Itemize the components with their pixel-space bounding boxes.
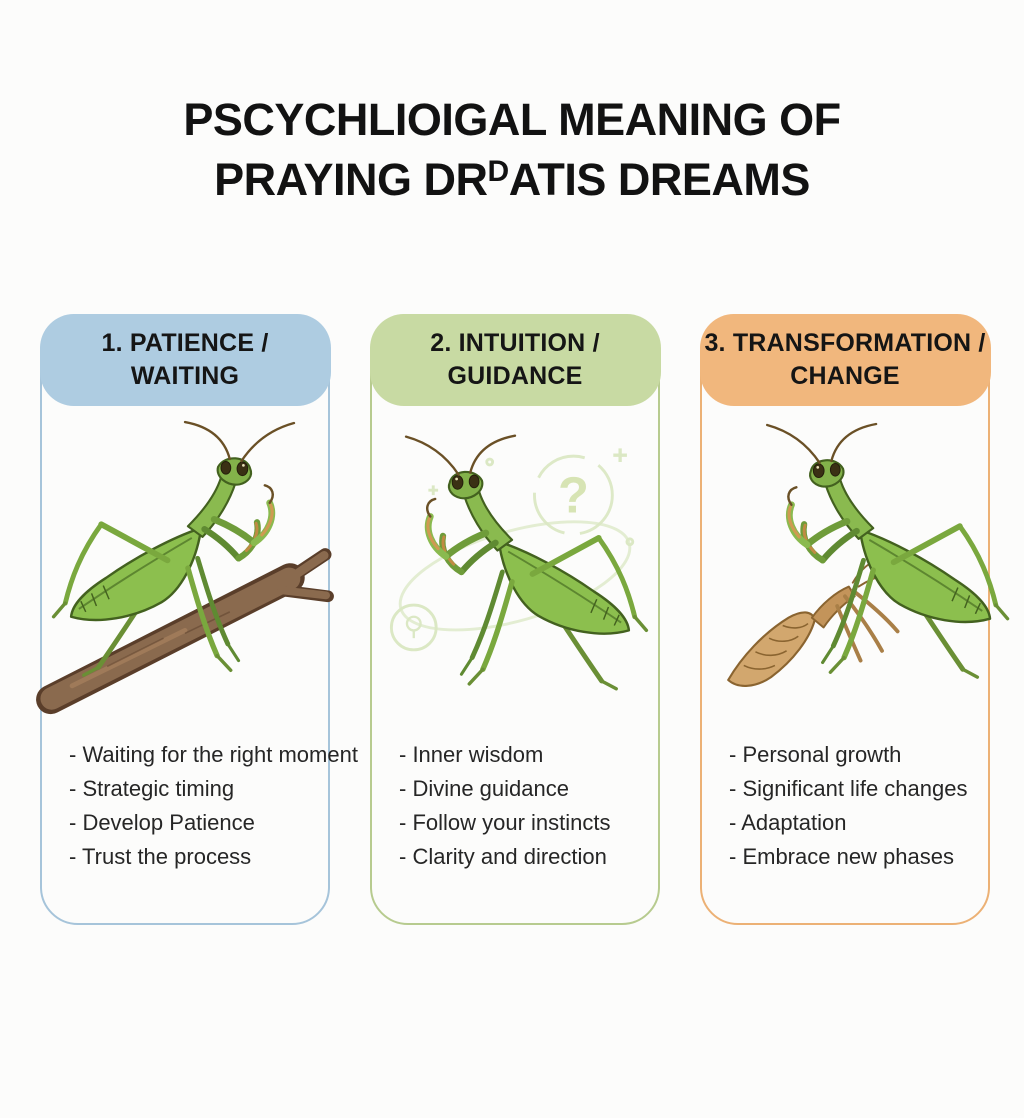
card-header-line2: CHANGE bbox=[790, 361, 900, 390]
mantis-question-doodles-illustration bbox=[372, 410, 658, 732]
card-header-line1: 2. INTUITION / bbox=[430, 328, 600, 357]
bullet-item: - Trust the process bbox=[69, 843, 252, 869]
bullet-item: - Strategic timing bbox=[69, 775, 235, 801]
card-header-intuition bbox=[370, 314, 661, 406]
bullet-item: - Embrace new phases bbox=[729, 843, 954, 869]
bullet-item: - Adaptation bbox=[729, 809, 847, 835]
bullet-list-patience bbox=[42, 738, 358, 874]
title-superscript-d: D bbox=[487, 155, 509, 188]
title-line-1: PSCYCHLIOIGAL MEANING OF bbox=[183, 94, 841, 145]
bullet-item: - Clarity and direction bbox=[399, 843, 607, 869]
bullet-item: - Develop Patience bbox=[69, 809, 255, 835]
infographic bbox=[0, 94, 1024, 1118]
title-line-2-end: ATIS DREAMS bbox=[508, 154, 810, 205]
card-header-line1: 3. TRANSFORMATION / bbox=[704, 328, 986, 357]
bullet-item: - Significant life changes bbox=[729, 775, 968, 801]
bullet-item: - Inner wisdom bbox=[399, 741, 544, 767]
card-transformation-change bbox=[700, 314, 990, 925]
card-header-line1: 1. PATIENCE / bbox=[101, 328, 269, 357]
bullet-list-transformation bbox=[702, 738, 988, 874]
bullet-item: - Divine guidance bbox=[399, 775, 569, 801]
bullet-list-intuition bbox=[372, 738, 658, 874]
cards-row bbox=[40, 314, 990, 925]
card-patience-waiting bbox=[40, 314, 358, 925]
title-line-2 bbox=[0, 146, 1024, 206]
bullet-item: - Personal growth bbox=[729, 741, 902, 767]
mantis-on-branch-illustration bbox=[42, 410, 328, 732]
bullet-item: - Follow your instincts bbox=[399, 809, 611, 835]
question-mark-doodle: ? bbox=[557, 466, 589, 524]
card-header-line2: WAITING bbox=[130, 361, 240, 390]
page-title bbox=[0, 94, 1024, 206]
sparkle-icon bbox=[428, 485, 438, 495]
bullet-item: - Waiting for the right moment bbox=[69, 741, 358, 767]
card-intuition-guidance bbox=[370, 314, 660, 925]
sparkle-icon bbox=[613, 448, 627, 462]
card-header-line2: GUIDANCE bbox=[447, 361, 583, 390]
mantis-molt-illustration bbox=[702, 410, 988, 732]
title-line-2-start: PRAYING DR bbox=[214, 154, 488, 205]
card-header-transformation bbox=[700, 314, 991, 406]
card-header-patience bbox=[40, 314, 331, 406]
